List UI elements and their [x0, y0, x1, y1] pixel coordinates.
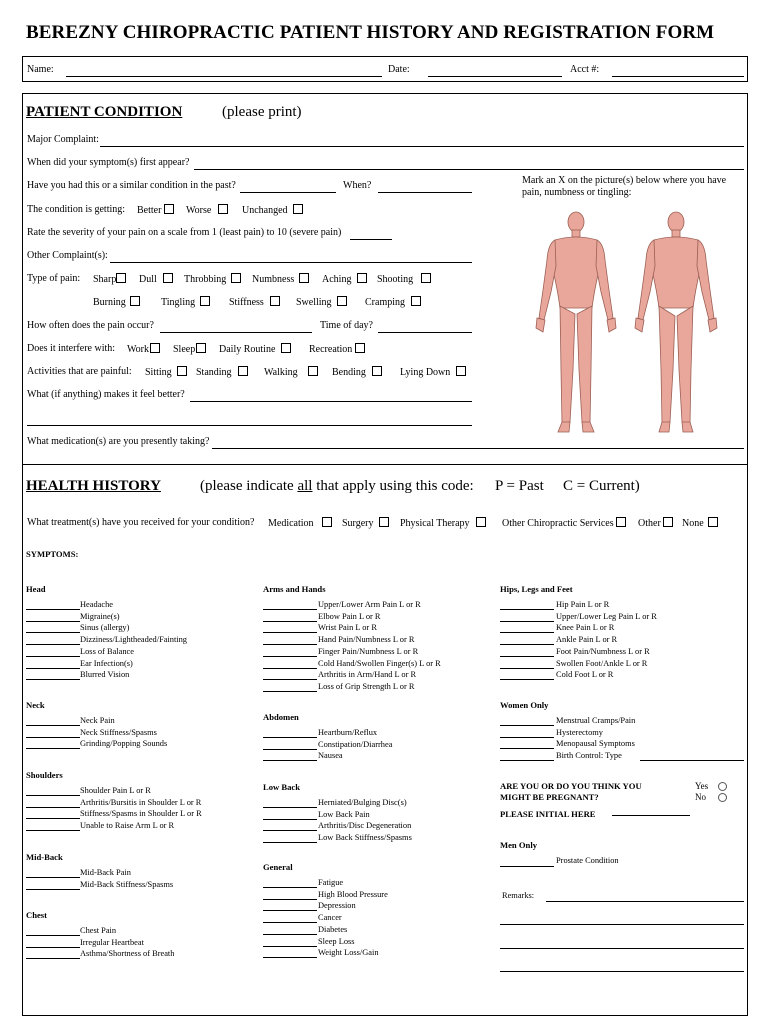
symptom-answer-line[interactable]: [500, 668, 554, 669]
treat-none[interactable]: None: [682, 517, 718, 529]
symptom-item: Hip Pain L or R: [556, 600, 610, 609]
treat-other-chiro[interactable]: Other Chiropractic Services: [502, 517, 626, 529]
remarks-line-2[interactable]: [500, 924, 744, 925]
interfere-work[interactable]: Work: [127, 343, 160, 355]
no-label: No: [695, 792, 706, 802]
pregnant-question-2: MIGHT BE PREGNANT?: [500, 792, 599, 802]
symptom-answer-line[interactable]: [26, 668, 80, 669]
pain-numbness[interactable]: Numbness: [252, 273, 309, 285]
symptom-section-heading: General: [263, 862, 293, 872]
medication-checkbox[interactable]: [322, 517, 332, 527]
medications-field[interactable]: [212, 448, 744, 449]
symptom-answer-line[interactable]: [26, 656, 80, 657]
interfere-label: Does it interfere with:: [27, 343, 116, 354]
sitting-checkbox[interactable]: [177, 366, 187, 376]
symptom-item: Cold Hand/Swollen Finger(s) L or R: [318, 658, 441, 668]
symptom-answer-line[interactable]: [263, 749, 317, 750]
standing-checkbox[interactable]: [238, 366, 248, 376]
symptom-answer-line[interactable]: [263, 632, 317, 633]
similar-condition-label: Have you had this or a similar condition in the past?: [27, 180, 236, 191]
symptom-item: High Blood Pressure: [318, 889, 388, 899]
symptom-section-heading: Arms and Hands: [263, 584, 326, 594]
sharp-checkbox[interactable]: [116, 273, 126, 283]
symptom-answer-line[interactable]: [26, 644, 80, 645]
symptom-item: Neck Pain: [80, 716, 115, 725]
treatment-label: What treatment(s) have you received for your condition?: [27, 517, 255, 528]
symptom-answer-line[interactable]: [26, 818, 80, 819]
aching-checkbox[interactable]: [357, 273, 367, 283]
symptom-section-heading: Chest: [26, 910, 48, 920]
yes-radio[interactable]: [718, 782, 727, 791]
pain-dull[interactable]: Dull: [139, 273, 173, 285]
men-only-heading: Men Only: [500, 840, 538, 850]
date-field[interactable]: [428, 76, 562, 77]
other-complaint-label: Other Complaint(s):: [27, 250, 108, 261]
symptom-item: Herniated/Bulging Disc(s): [318, 798, 407, 807]
symptom-answer-line[interactable]: [26, 748, 80, 749]
symptom-item: Arthritis in Arm/Hand L or R: [318, 670, 417, 680]
symptom-section-heading: Head: [26, 584, 46, 594]
physical-therapy-checkbox[interactable]: [476, 517, 486, 527]
when-field[interactable]: [378, 192, 472, 193]
symptoms-heading: SYMPTOMS:: [26, 549, 79, 559]
medications-label: What medication(s) are you presently taking?: [27, 436, 210, 447]
activity-sitting[interactable]: Sitting: [145, 366, 187, 378]
similar-condition-field[interactable]: [240, 192, 336, 193]
surgery-checkbox[interactable]: [379, 517, 389, 527]
symptom-item: Ear Infection(s): [80, 658, 133, 668]
treat-other[interactable]: Other: [638, 517, 673, 529]
symptom-answer-line[interactable]: [26, 877, 80, 878]
symptom-answer-line[interactable]: [500, 725, 554, 726]
shooting-checkbox[interactable]: [421, 273, 431, 283]
prostate-label: Prostate Condition: [556, 856, 619, 865]
none-checkbox[interactable]: [708, 517, 718, 527]
symptom-item: Chest Pain: [80, 926, 117, 935]
symptom-answer-line[interactable]: [26, 679, 80, 680]
feel-better-label: What (if anything) makes it feel better?: [27, 389, 185, 400]
initial-label: PLEASE INITIAL HERE: [500, 809, 596, 819]
symptom-item: Elbow Pain L or R: [318, 611, 381, 621]
symptom-section-heading: Low Back: [263, 782, 301, 792]
severity-label: Rate the severity of your pain on a scale from 1 (least pain) to 10 (severe pain): [27, 227, 342, 238]
first-appear-field[interactable]: [194, 169, 744, 170]
time-of-day-field[interactable]: [378, 332, 472, 333]
symptom-item: Knee Pain L or R: [556, 623, 615, 633]
symptom-item: Swollen Foot/Ankle L or R: [556, 658, 648, 668]
symptom-item: Wrist Pain L or R: [318, 623, 377, 633]
symptom-answer-line[interactable]: [263, 609, 317, 610]
symptom-item: Low Back Stiffness/Spasms: [318, 833, 412, 843]
mark-x-instruction-2: pain, numbness or tingling:: [522, 187, 632, 198]
remarks-line-1[interactable]: [546, 901, 744, 902]
treat-medication[interactable]: Medication: [268, 517, 332, 529]
symptom-item: Arthritis/Bursitis in Shoulder L or R: [80, 797, 202, 807]
symptom-item: Nausea: [318, 751, 343, 761]
symptom-item: Sleep Loss: [318, 936, 355, 946]
symptom-section-heading: Women Only: [500, 700, 549, 710]
cramping-checkbox[interactable]: [411, 296, 421, 306]
health-history-note: (please indicate all that apply using this code:: [200, 478, 474, 494]
swelling-checkbox[interactable]: [337, 296, 347, 306]
symptom-item: Arthritis/Disc Degeneration: [318, 821, 412, 831]
symptom-item: Constipation/Diarrhea: [318, 739, 393, 749]
pain-sharp[interactable]: Sharp: [93, 273, 126, 285]
no-radio[interactable]: [718, 793, 727, 802]
pain-throbbing[interactable]: Throbbing: [184, 273, 241, 285]
symptom-item: Loss of Grip Strength L or R: [318, 681, 415, 691]
better-option[interactable]: Better: [137, 204, 174, 216]
symptom-item: Loss of Balance: [80, 646, 134, 656]
major-complaint-field[interactable]: [100, 146, 744, 147]
symptom-section-heading: Mid-Back: [26, 852, 63, 862]
numbness-checkbox[interactable]: [299, 273, 309, 283]
symptom-answer-line[interactable]: [263, 691, 317, 692]
feel-better-field[interactable]: [190, 401, 472, 402]
form-title: BEREZNY CHIROPRACTIC PATIENT HISTORY AND REGISTRATION FORM: [26, 22, 715, 43]
tingling-checkbox[interactable]: [200, 296, 210, 306]
symptom-answer-line[interactable]: [26, 632, 80, 633]
daily-routine-checkbox[interactable]: [281, 343, 291, 353]
other-checkbox[interactable]: [663, 517, 673, 527]
symptom-item: Hand Pain/Numbness L or R: [318, 635, 415, 645]
symptom-answer-line[interactable]: [263, 946, 317, 947]
symptom-item: Cold Foot L or R: [556, 670, 614, 680]
symptom-answer-line[interactable]: [263, 830, 317, 831]
interfere-recreation[interactable]: Recreation: [309, 343, 365, 355]
major-complaint-label: Major Complaint:: [27, 134, 99, 145]
symptom-answer-line[interactable]: [500, 748, 554, 749]
activity-lying-down[interactable]: Lying Down: [400, 366, 466, 378]
symptom-item: Mid-Back Pain: [80, 868, 131, 877]
activities-label: Activities that are painful:: [27, 366, 132, 377]
birth-control-type-field[interactable]: [640, 760, 744, 761]
first-appear-label: When did your symptom(s) first appear?: [27, 157, 190, 168]
pain-shooting[interactable]: Shooting: [377, 273, 431, 285]
symptom-item: Fatigue: [318, 878, 344, 887]
unchanged-option[interactable]: Unchanged: [242, 204, 303, 216]
pain-stiffness[interactable]: Stiffness: [229, 296, 280, 308]
remarks-label: Remarks:: [502, 891, 535, 900]
activity-bending[interactable]: Bending: [332, 366, 382, 378]
time-of-day-label: Time of day?: [320, 320, 373, 331]
body-diagram-back[interactable]: [628, 210, 724, 440]
date-label: Date:: [388, 64, 410, 75]
recreation-checkbox[interactable]: [355, 343, 365, 353]
symptom-answer-line[interactable]: [263, 910, 317, 911]
symptom-answer-line[interactable]: [263, 737, 317, 738]
symptom-answer-line[interactable]: [26, 889, 80, 890]
bending-checkbox[interactable]: [372, 366, 382, 376]
symptom-item: Dizziness/Lightheaded/Fainting: [80, 635, 187, 645]
lying-down-checkbox[interactable]: [456, 366, 466, 376]
symptom-answer-line[interactable]: [263, 887, 317, 888]
treat-physical-therapy[interactable]: Physical Therapy: [400, 517, 486, 529]
yes-label: Yes: [695, 781, 709, 791]
symptom-answer-line[interactable]: [26, 807, 80, 808]
symptom-item: Birth Control: Type: [556, 751, 622, 761]
symptom-section-heading: Hips, Legs and Feet: [500, 584, 573, 594]
symptom-answer-line[interactable]: [263, 760, 317, 761]
symptom-answer-line[interactable]: [263, 922, 317, 923]
burning-checkbox[interactable]: [130, 296, 140, 306]
patient-condition-heading: PATIENT CONDITION: [26, 104, 183, 120]
work-checkbox[interactable]: [150, 343, 160, 353]
symptom-item: Diabetes: [318, 924, 348, 934]
symptom-item: Shoulder Pain L or R: [80, 786, 151, 795]
symptom-answer-line[interactable]: [263, 644, 317, 645]
symptom-item: Neck Stiffness/Spasms: [80, 727, 157, 737]
symptom-item: Heartburn/Reflux: [318, 728, 378, 737]
pregnant-question: ARE YOU OR DO YOU THINK YOU: [500, 781, 642, 791]
symptom-answer-line[interactable]: [500, 656, 554, 657]
throbbing-checkbox[interactable]: [231, 273, 241, 283]
when-label: When?: [343, 180, 372, 191]
unchanged-checkbox[interactable]: [293, 204, 303, 214]
symptom-answer-line[interactable]: [26, 795, 80, 796]
symptom-item: Stiffness/Spasms in Shoulder L or R: [80, 809, 202, 819]
symptom-answer-line[interactable]: [263, 656, 317, 657]
symptom-item: Menopausal Symptoms: [556, 739, 635, 749]
type-of-pain-label: Type of pain:: [27, 273, 81, 284]
dull-checkbox[interactable]: [163, 273, 173, 283]
symptom-answer-line[interactable]: [26, 737, 80, 738]
remarks-line-3[interactable]: [500, 948, 744, 949]
symptom-item: Low Back Pain: [318, 809, 370, 819]
pain-aching[interactable]: Aching: [322, 273, 367, 285]
symptom-answer-line[interactable]: [26, 830, 80, 831]
stiffness-checkbox[interactable]: [270, 296, 280, 306]
interfere-sleep[interactable]: Sleep: [173, 343, 206, 355]
symptom-answer-line[interactable]: [263, 934, 317, 935]
prostate-field[interactable]: [500, 866, 554, 867]
other-chiro-checkbox[interactable]: [616, 517, 626, 527]
health-history-heading: HEALTH HISTORY: [26, 478, 161, 494]
symptom-section-heading: Abdomen: [263, 712, 299, 722]
sleep-checkbox[interactable]: [196, 343, 206, 353]
pain-cramping[interactable]: Cramping: [365, 296, 421, 308]
pain-swelling[interactable]: Swelling: [296, 296, 347, 308]
symptom-answer-line[interactable]: [26, 609, 80, 610]
symptom-item: Sinus (allergy): [80, 623, 130, 633]
symptom-answer-line[interactable]: [500, 609, 554, 610]
please-print-note: (please print): [222, 104, 302, 120]
initial-field[interactable]: [612, 815, 690, 816]
pain-burning[interactable]: Burning: [93, 296, 140, 308]
worse-checkbox[interactable]: [218, 204, 228, 214]
symptom-item: Hysterectomy: [556, 727, 603, 737]
acct-field[interactable]: [612, 76, 744, 77]
symptom-item: Finger Pain/Numbness L or R: [318, 646, 419, 656]
symptom-item: Ankle Pain L or R: [556, 635, 618, 645]
activity-standing[interactable]: Standing: [196, 366, 248, 378]
symptom-item: Headache: [80, 600, 114, 609]
mark-x-instruction: Mark an X on the picture(s) below where you have: [522, 175, 727, 186]
symptom-answer-line[interactable]: [26, 947, 80, 948]
symptom-item: Depression: [318, 901, 356, 911]
symptom-item: Menstrual Cramps/Pain: [556, 716, 636, 725]
symptom-item: Upper/Lower Arm Pain L or R: [318, 600, 421, 609]
symptom-answer-line[interactable]: [26, 958, 80, 959]
activity-walking[interactable]: Walking: [264, 366, 318, 378]
symptom-answer-line[interactable]: [263, 621, 317, 622]
symptom-item: Asthma/Shortness of Breath: [80, 949, 175, 959]
name-field[interactable]: [66, 76, 382, 77]
condition-getting-label: The condition is getting:: [27, 204, 126, 215]
symptom-item: Upper/Lower Leg Pain L or R: [556, 611, 657, 621]
symptom-answer-line[interactable]: [500, 679, 554, 680]
symptom-answer-line[interactable]: [263, 668, 317, 669]
feel-better-field-2[interactable]: [27, 425, 472, 426]
identity-box: [22, 56, 748, 82]
symptom-section-heading: Neck: [26, 700, 45, 710]
symptom-answer-line[interactable]: [500, 632, 554, 633]
symptom-answer-line[interactable]: [26, 621, 80, 622]
how-often-label: How often does the pain occur?: [27, 320, 154, 331]
better-checkbox[interactable]: [164, 204, 174, 214]
symptom-answer-line[interactable]: [500, 737, 554, 738]
walking-checkbox[interactable]: [308, 366, 318, 376]
symptom-answer-line[interactable]: [263, 807, 317, 808]
symptom-item: Unable to Raise Arm L or R: [80, 821, 175, 831]
symptom-answer-line[interactable]: [26, 725, 80, 726]
symptom-answer-line[interactable]: [263, 842, 317, 843]
code-current: C = Current): [563, 478, 640, 494]
treat-surgery[interactable]: Surgery: [342, 517, 389, 529]
symptom-item: Cancer: [318, 913, 342, 923]
body-diagram-front[interactable]: [528, 210, 624, 440]
severity-field[interactable]: [350, 239, 392, 240]
symptom-answer-line[interactable]: [26, 935, 80, 936]
name-label: Name:: [27, 64, 54, 75]
symptom-item: Foot Pain/Numbness L or R: [556, 646, 650, 656]
symptom-item: Blurred Vision: [80, 670, 130, 680]
remarks-line-4[interactable]: [500, 971, 744, 972]
section-divider: [22, 464, 748, 465]
symptom-answer-line[interactable]: [500, 760, 554, 761]
symptom-answer-line[interactable]: [263, 819, 317, 820]
symptom-answer-line[interactable]: [500, 644, 554, 645]
acct-label: Acct #:: [570, 64, 600, 75]
symptom-item: Migraine(s): [80, 611, 120, 621]
interfere-daily-routine[interactable]: Daily Routine: [219, 343, 291, 355]
symptom-item: Weight Loss/Gain: [318, 948, 379, 958]
other-complaint-field[interactable]: [110, 262, 472, 263]
symptom-item: Mid-Back Stiffness/Spasms: [80, 879, 174, 889]
symptom-answer-line[interactable]: [263, 957, 317, 958]
symptom-answer-line[interactable]: [500, 621, 554, 622]
symptom-answer-line[interactable]: [263, 679, 317, 680]
pain-tingling[interactable]: Tingling: [161, 296, 210, 308]
code-past: P = Past: [495, 478, 544, 494]
how-often-field[interactable]: [160, 332, 312, 333]
symptom-item: Grinding/Popping Sounds: [80, 739, 168, 749]
worse-option[interactable]: Worse: [186, 204, 228, 216]
symptom-section-heading: Shoulders: [26, 770, 63, 780]
symptom-item: Irregular Heartbeat: [80, 937, 144, 947]
symptom-answer-line[interactable]: [263, 899, 317, 900]
